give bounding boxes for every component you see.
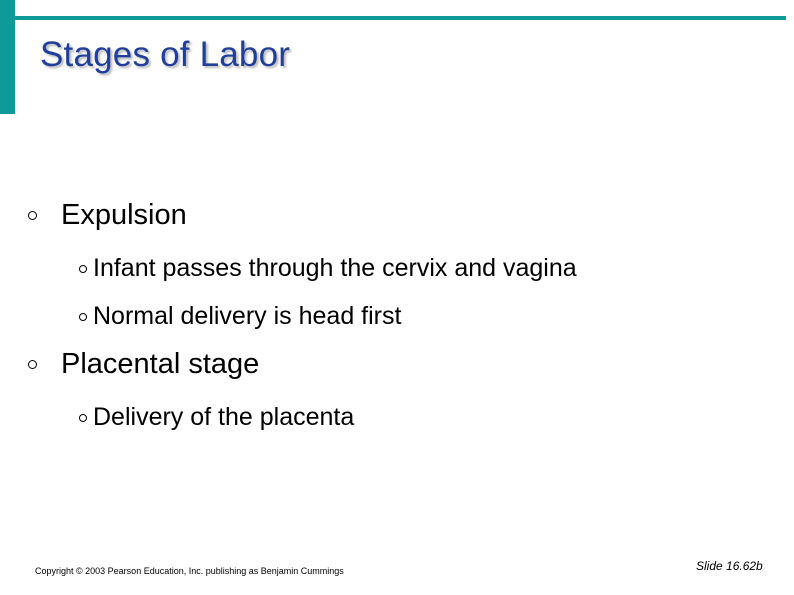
sub-bullet-item [79, 403, 354, 432]
slide-number: Slide 16.62b [696, 559, 763, 573]
circle-bullet-icon [79, 414, 87, 422]
bullet-text: Placental stage [61, 348, 260, 380]
sub-bullet-item [79, 254, 577, 283]
accent-bar-left [0, 0, 15, 114]
sub-bullet-text: Infant passes through the cervix and vagina [93, 254, 577, 282]
footer-copyright: Copyright © 2003 Pearson Education, Inc. publishing as Benjamin Cummings [35, 566, 344, 576]
accent-bar-top [15, 16, 786, 20]
sub-bullet-text: Normal delivery is head first [93, 302, 402, 330]
circle-bullet-icon [79, 265, 87, 273]
bullet-item [28, 199, 187, 232]
sub-bullet-text: Delivery of the placenta [93, 403, 355, 431]
slide-title: Stages of Labor [40, 35, 291, 74]
bullet-text: Expulsion [61, 199, 187, 231]
sub-bullet-item [79, 302, 401, 331]
bullet-item [28, 348, 259, 381]
circle-bullet-icon [79, 313, 87, 321]
circle-bullet-icon [28, 360, 37, 369]
circle-bullet-icon [28, 211, 37, 220]
